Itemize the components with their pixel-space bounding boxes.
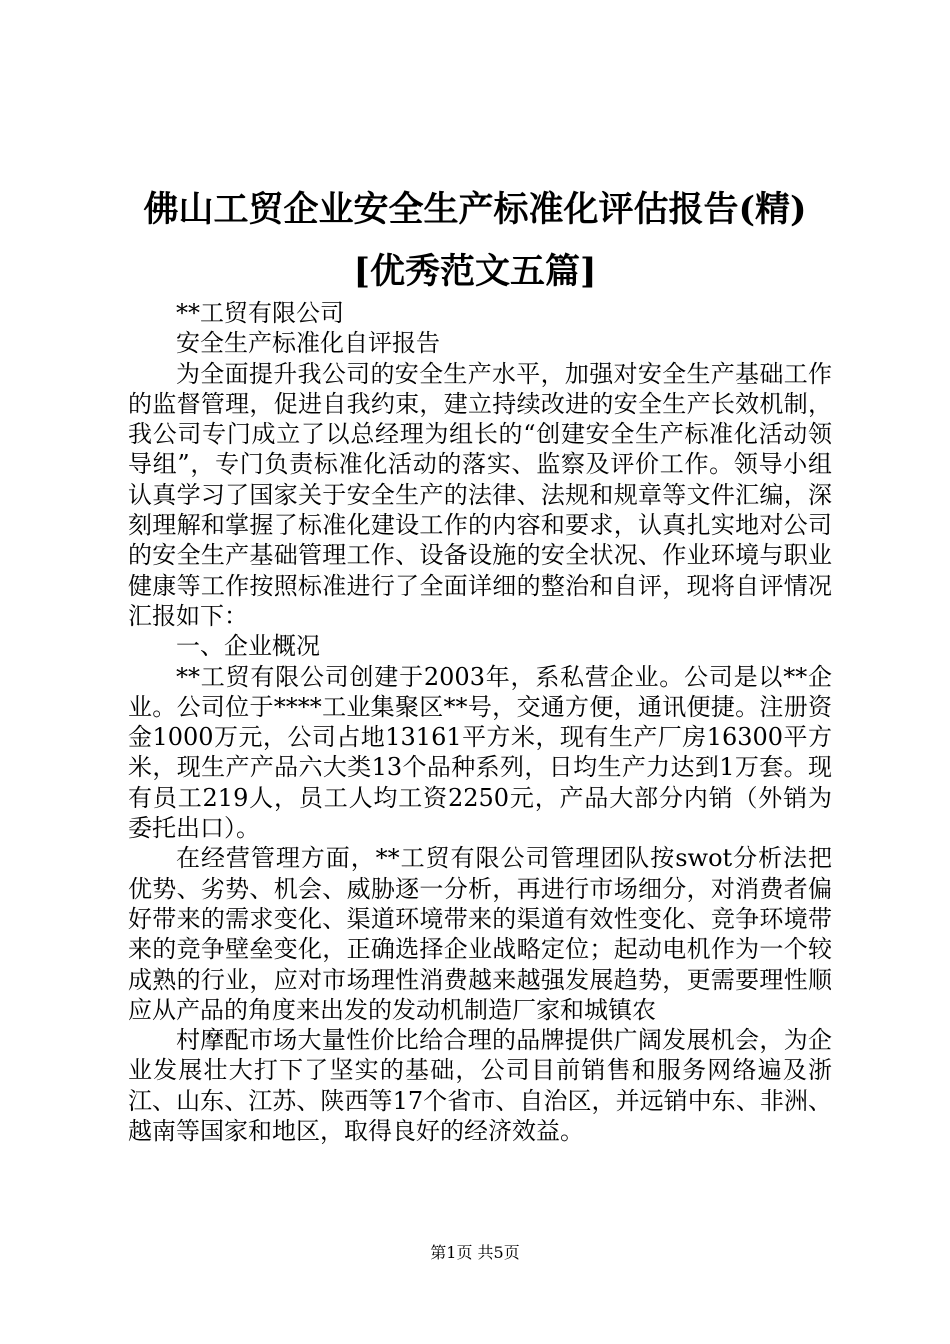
- document-title-line-1: 佛山工贸企业安全生产标准化评估报告(精): [143, 189, 807, 230]
- paragraph-business-management: 在经营管理方面，**工贸有限公司管理团队按swot分析法把优势、劣势、机会、威胁逐一分析，再进行市场细分，对消费者偏好带来的需求变化、渠道环境带来的渠道有效性变化、竞争环境带来的竞争壁垒变化，正确选择企业战略定位；起动电机作为一个较成熟的行业，应对市场理性消费越来越强发展趋势，更需要理性顺应从产品的角度来出发的发动机制造厂家和城镇农: [128, 844, 832, 1024]
- document-title-line-2: [优秀范文五篇]: [353, 251, 597, 292]
- paragraph-company-overview: **工贸有限公司创建于2003年，系私营企业。公司是以**企业。公司位于****工业集聚区**号，交通方便，通讯便捷。注册资金1000万元，公司占地13161平方米，现有生产厂房16300平方米，现生产产品六大类13个品种系列，日均生产力达到1万套。现有员工219人，员工人均工资2250元，产品大部分内销（外销为委托出口）。: [128, 662, 832, 843]
- section-heading-overview: 一、企业概况: [176, 632, 320, 661]
- page-number-footer: 第1页 共5页: [430, 1243, 520, 1262]
- paragraph-market: 村摩配市场大量性价比给合理的品牌提供广阔发展机会，为企业发展壮大打下了坚实的基础，公司目前销售和服务网络遍及浙江、山东、江苏、陕西等17个省市、自治区，并远销中东、非洲、越南等国家和地区，取得良好的经济效益。: [128, 1026, 832, 1146]
- company-name: **工贸有限公司: [176, 299, 344, 327]
- report-subtitle: 安全生产标准化自评报告: [176, 329, 440, 358]
- document-body: [128, 298, 832, 1146]
- paragraph-introduction: 为全面提升我公司的安全生产水平，加强对安全生产基础工作的监督管理，促进自我约束，建立持续改进的安全生产长效机制，我公司专门成立了以总经理为组长的“创建安全生产标准化活动领导组”，专门负责标准化活动的落实、监察及评价工作。领导小组认真学习了国家关于安全生产的法律、法规和规章等文件汇编，深刻理解和掌握了标准化建设工作的内容和要求，认真扎实地对公司的安全生产基础管理工作、设备设施的安全状况、作业环境与职业健康等工作按照标准进行了全面详细的整治和自评，现将自评情况汇报如下：: [128, 359, 832, 630]
